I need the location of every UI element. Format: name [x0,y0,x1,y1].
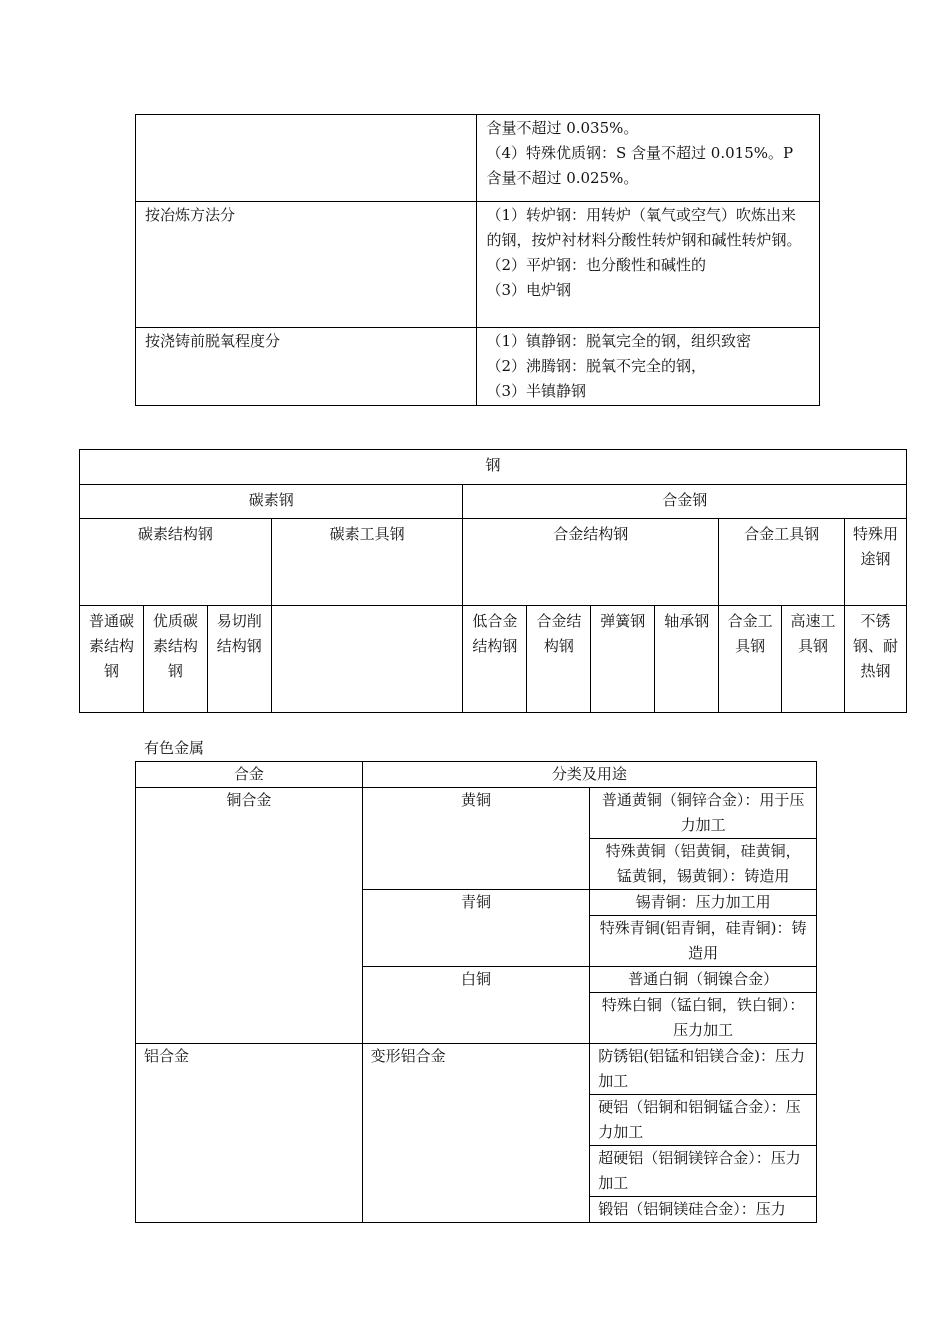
content-line: （1）转炉钢：用转炉（氧气或空气）吹炼出来的钢，按炉衬材料分酸性转炉钢和碱性转炉钢。 [486,206,802,249]
alloy-steel-cell: 合金钢 [463,485,907,519]
row-label: 按浇铸前脱氧程度分 [136,328,477,406]
wrought-use-4: 锻铝（铝铜镁硅合金）：压力 [590,1197,817,1223]
row-content [477,328,820,406]
leaf-cell: 合金结构钢 [527,606,591,713]
steel-hierarchy-table [79,449,907,713]
wrought-use-1: 防锈铝(铝锰和铝镁合金)：压力加工 [590,1044,817,1095]
content-line: （3）半镇静钢 [486,382,586,400]
wrought-use-3: 超硬铝（铝铜镁锌合金）：压力加工 [590,1146,817,1197]
white-use-2: 特殊白铜（锰白铜，铁白铜）：压力加工 [590,993,817,1044]
wrought-aluminum-cell: 变形铝合金 [362,1044,590,1223]
leaf-cell: 普通碳素结构钢 [80,606,144,713]
special-purpose-cell: 特殊用途钢 [845,519,907,606]
alloy-structural-cell: 合金结构钢 [463,519,719,606]
table-row [80,606,907,713]
leaf-cell: 优质碳素结构钢 [143,606,207,713]
leaf-cell: 不锈钢、耐热钢 [845,606,907,713]
wrought-use-2: 硬铝（铝铜和铝铜锰合金）：压力加工 [590,1095,817,1146]
white-use-1: 普通白铜（铜镍合金） [590,967,817,993]
table-row [136,202,820,328]
leaf-cell: 低合金结构钢 [463,606,527,713]
table-row [136,115,820,202]
bronze-use-1: 锡青铜：压力加工用 [590,890,817,916]
steel-classification-table [135,114,820,406]
table-row [136,762,817,788]
carbon-tool-cell: 碳素工具钢 [271,519,463,606]
copper-alloy-cell: 铜合金 [136,788,363,1044]
row-label [136,115,477,202]
table-row [136,788,817,839]
carbon-structural-cell: 碳素结构钢 [80,519,272,606]
leaf-cell: 合金工具钢 [719,606,782,713]
aluminum-alloy-cell: 铝合金 [136,1044,363,1223]
row-content [477,202,820,328]
table-row [136,328,820,406]
leaf-cell [271,606,463,713]
header-alloy: 合金 [136,762,363,788]
content-line: （1）镇静钢：脱氧完全的钢，组织致密 [486,332,751,350]
nonferrous-table [135,761,817,1223]
leaf-cell: 轴承钢 [655,606,719,713]
white-copper-cell: 白铜 [362,967,590,1044]
row-content [477,115,820,202]
alloy-tool-cell: 合金工具钢 [719,519,845,606]
table-row [136,1044,817,1095]
bronze-cell: 青铜 [362,890,590,967]
content-line: 含量不超过 0.035%。 [486,119,639,137]
leaf-cell: 高速工具钢 [782,606,845,713]
content-line: （2）平炉钢：也分酸性和碱性的 [486,256,706,274]
row-label: 按冶炼方法分 [136,202,477,328]
brass-use-2: 特殊黄铜（铝黄铜，硅黄铜，锰黄铜，锡黄铜）：铸造用 [590,839,817,890]
brass-use-1: 普通黄铜（铜锌合金）：用于压力加工 [590,788,817,839]
content-line: （2）沸腾钢：脱氧不完全的钢， [486,357,706,375]
table-row [80,450,907,485]
nonferrous-caption: 有色金属 [144,739,205,757]
content-line: （3）电炉钢 [486,281,571,299]
header-use: 分类及用途 [362,762,816,788]
brass-cell: 黄铜 [362,788,590,890]
leaf-cell: 弹簧钢 [591,606,655,713]
content-line: （4）特殊优质钢：S 含量不超过 0.015%。P 含量不超过 0.025%。 [486,144,794,187]
leaf-cell: 易切削结构钢 [207,606,271,713]
table-row [80,485,907,519]
steel-title: 钢 [80,450,907,485]
carbon-steel-cell: 碳素钢 [80,485,463,519]
table-row [80,519,907,606]
bronze-use-2: 特殊青铜(铝青铜，硅青铜)：铸造用 [590,916,817,967]
